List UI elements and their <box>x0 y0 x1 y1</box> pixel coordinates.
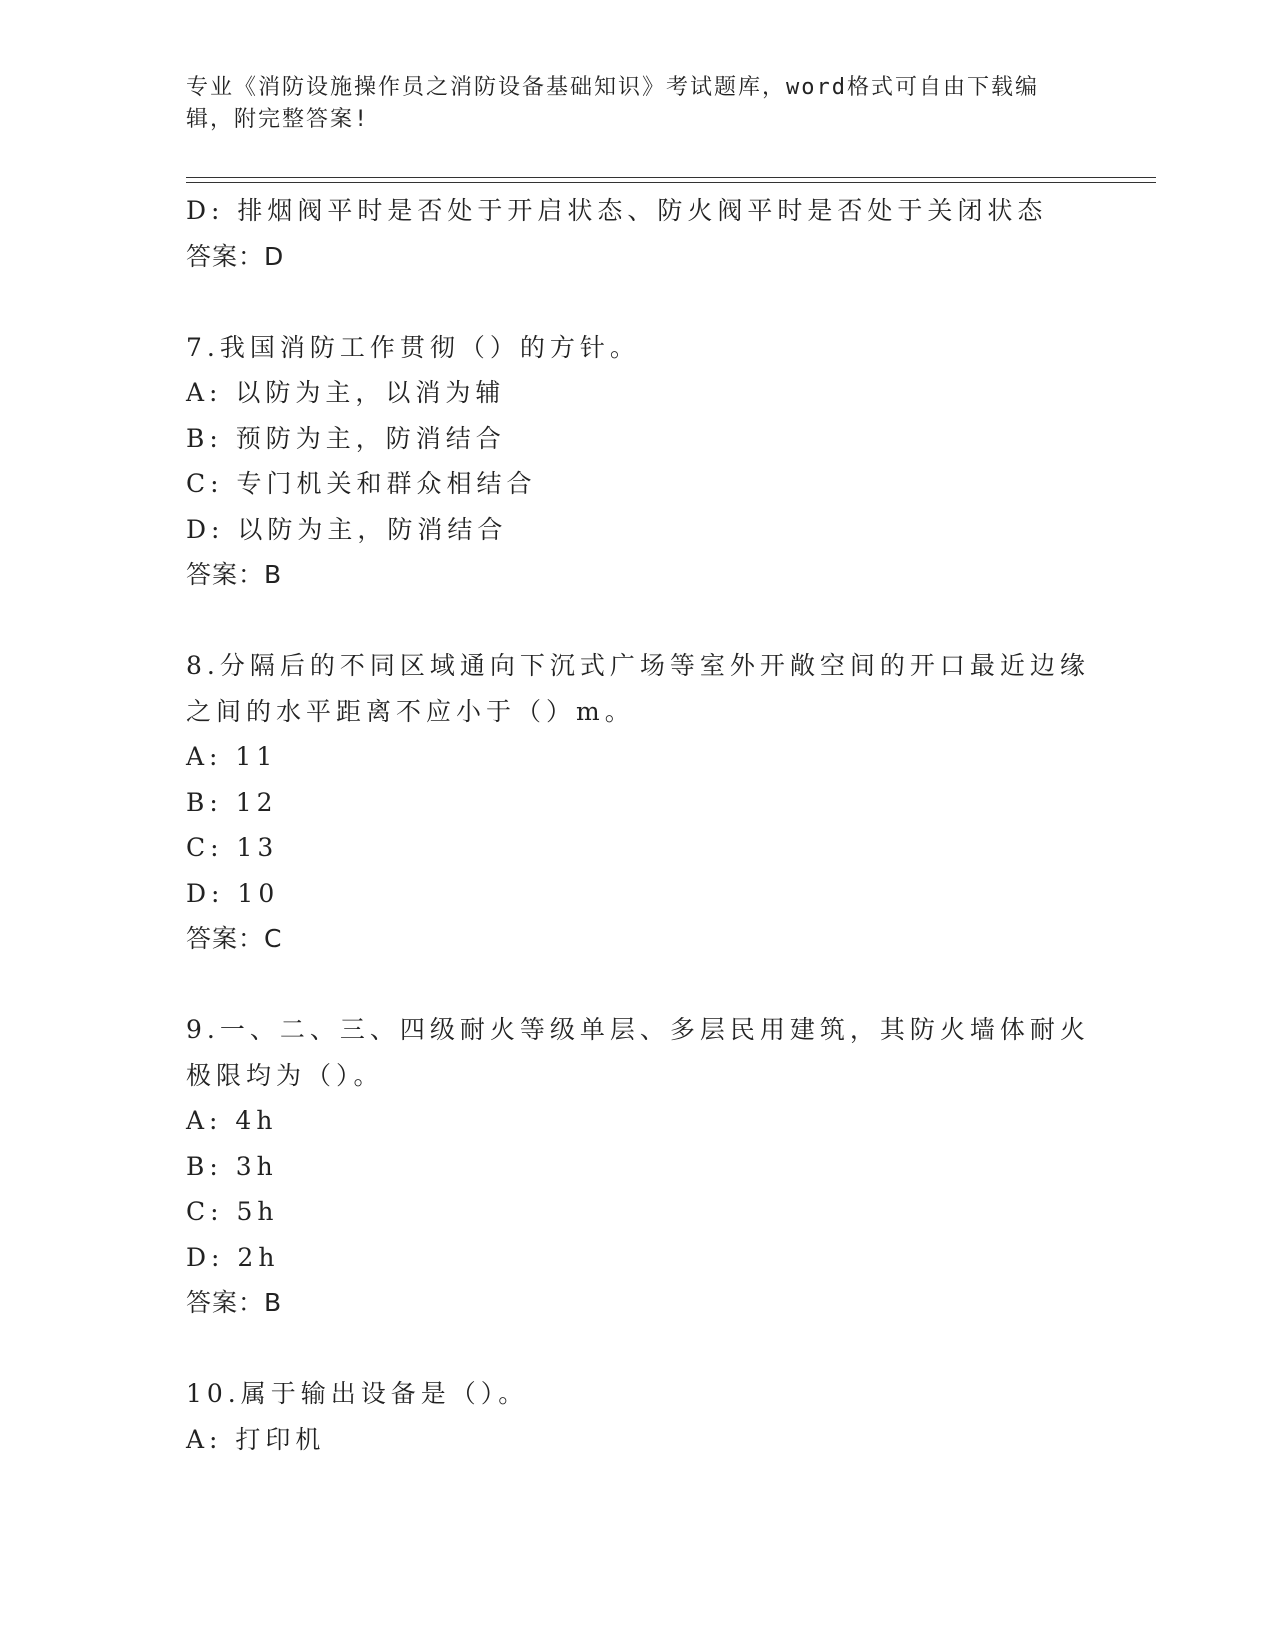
question-9-option-b: B: 3h <box>186 1151 278 1181</box>
prev-answer: 答案：D <box>186 241 285 271</box>
question-8-option-a: A: 11 <box>186 742 278 771</box>
question-9-option-c: C: 5h <box>186 1197 279 1226</box>
question-7-option-a: A: 以防为主，以消为辅 <box>186 378 506 407</box>
question-8-option-d: D: 10 <box>186 878 280 908</box>
question-7-answer: 答案：B <box>186 560 283 589</box>
question-9-stem-line-2: 极限均为（）。 <box>186 1060 384 1090</box>
question-7-stem: 7.我国消防工作贯彻（）的方针。 <box>186 332 640 362</box>
question-9-stem-line-1: 9.一、二、三、四级耐火等级单层、多层民用建筑，其防火墙体耐火 <box>186 1015 1090 1044</box>
header-divider-bottom <box>186 182 1156 183</box>
question-8-stem-line-1: 8.分隔后的不同区域通向下沉式广场等室外开敞空间的开口最近边缘 <box>186 651 1090 680</box>
spacer <box>186 1326 1086 1372</box>
question-list <box>186 188 1090 1462</box>
question-7-option-c: C: 专门机关和群众相结合 <box>186 469 537 498</box>
header-divider-top <box>186 177 1156 178</box>
header-line-2: 辑，附完整答案! <box>186 107 370 132</box>
question-9-option-d: D: 2h <box>186 1242 280 1272</box>
question-9-option-a: A: 4h <box>186 1106 278 1135</box>
question-10-option-a: A: 打印机 <box>186 1424 326 1454</box>
question-8-option-c: C: 13 <box>186 833 279 862</box>
spacer <box>186 962 1086 1008</box>
question-9-answer: 答案：B <box>186 1288 283 1317</box>
spacer <box>186 279 1086 325</box>
question-8-option-b: B: 12 <box>186 787 278 817</box>
question-8-stem-line-2: 之间的水平距离不应小于（）m。 <box>186 696 635 726</box>
document-header <box>186 72 1066 136</box>
spacer <box>186 598 1086 644</box>
question-8-answer: 答案：C <box>186 924 283 953</box>
header-line-1: 专业《消防设施操作员之消防设备基础知识》考试题库，word格式可自由下载编 <box>186 75 1039 100</box>
question-7-option-d: D: 以防为主，防消结合 <box>186 514 508 544</box>
question-10-stem: 10.属于输出设备是（）。 <box>186 1379 529 1408</box>
prev-option-d: D: 排烟阀平时是否处于开启状态、防火阀平时是否处于关闭状态 <box>186 196 1048 225</box>
question-7-option-b: B: 预防为主，防消结合 <box>186 423 506 453</box>
